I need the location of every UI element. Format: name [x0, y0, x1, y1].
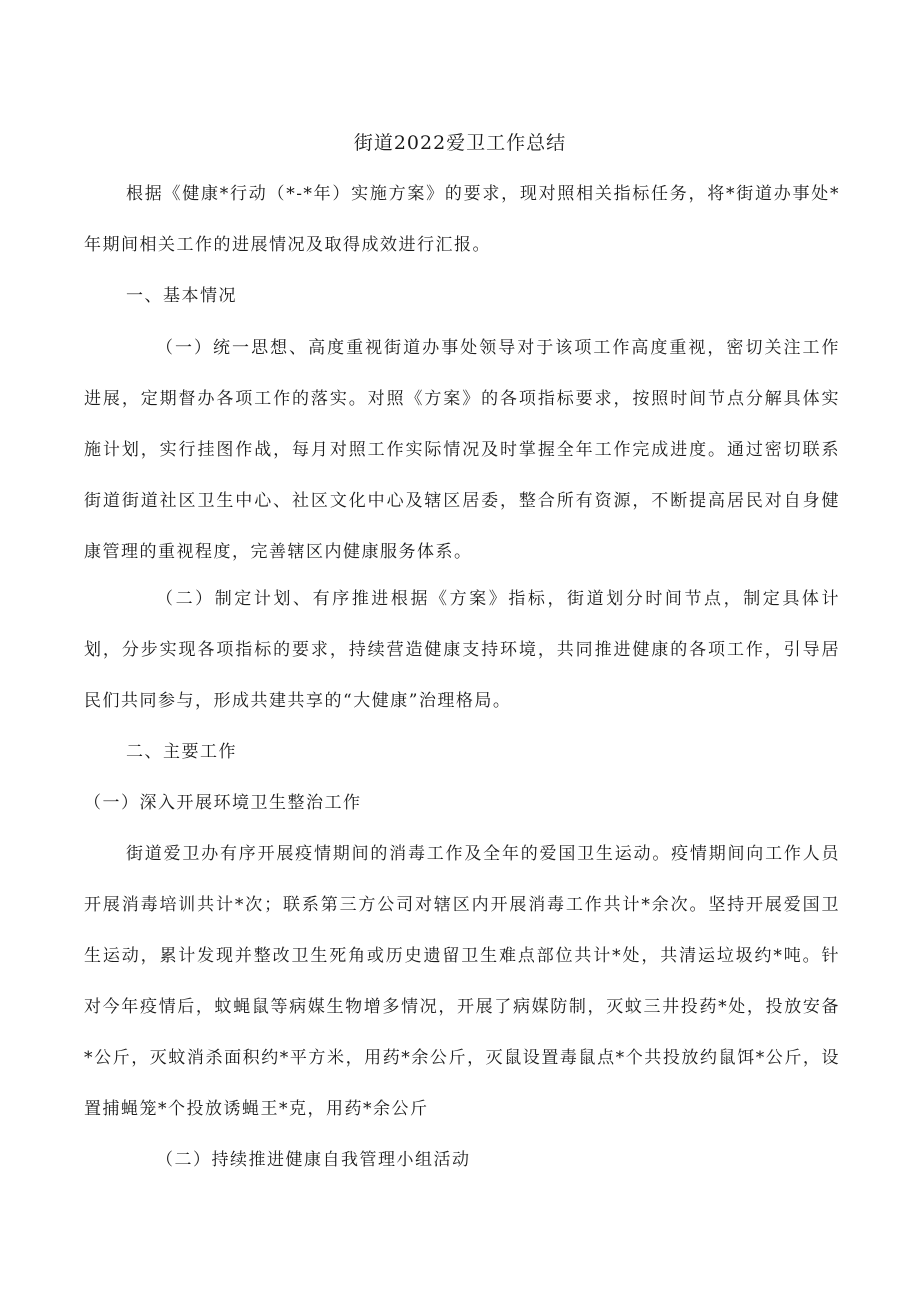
paragraph-sanitation-work: 街道爱卫办有序开展疫情期间的消毒工作及全年的爱国卫生运动。疫情期间向工作人员开展消毒培训共计*次；联系第三方公司对辖区内开展消毒工作共计*余次。坚持开展爱国卫生运动，累计发现并整改卫生死角或历史遗留卫生难点部位共计*处，共清运垃圾约*吨。针对今年疫情后，蚊蝇鼠等病媒生物增多情况，开展了病媒防制，灭蚊三井投药*处，投放安备*公斤，灭蚊消杀面积约*平方米，用药*余公斤，灭鼠设置毒鼠点*个共投放约鼠饵*公斤，设置捕蝇笼*个投放诱蝇王*克，用药*余公斤: [84, 844, 840, 1119]
document-title: 街道2022爱卫工作总结: [353, 132, 567, 154]
paragraph-unify-thought: （一）统一思想、高度重视街道办事处领导对于该项工作高度重视，密切关注工作进展，定期督办各项工作的落实。对照《方案》的各项指标要求，按照时间节点分解具体实施计划，实行挂图作战，每月对照工作实际情况及时掌握全年工作完成进度。通过密切联系街道街道社区卫生中心、社区文化中心及辖区居委，整合所有资源，不断提高居民对自身健康管理的重视程度，完善辖区内健康服务体系。: [84, 338, 840, 562]
subheading-self-management: （二）持续推进健康自我管理小组活动: [156, 1150, 471, 1170]
heading-main-work: 二、主要工作: [126, 742, 237, 762]
subheading-environment-sanitation: （一）深入开展环境卫生整治工作: [84, 793, 362, 813]
paragraph-make-plan: （二）制定计划、有序推进根据《方案》指标，街道划分时间节点，制定具体计划，分步实现各项指标的要求，持续营造健康支持环境，共同推进健康的各项工作，引导居民们共同参与，形成共建共享的“大健康”治理格局。: [84, 589, 840, 711]
paragraph-intro: 根据《健康*行动（*-*年）实施方案》的要求，现对照相关指标任务，将*街道办事处*年期间相关工作的进展情况及取得成效进行汇报。: [84, 184, 840, 255]
heading-basic-situation: 一、基本情况: [126, 286, 237, 306]
